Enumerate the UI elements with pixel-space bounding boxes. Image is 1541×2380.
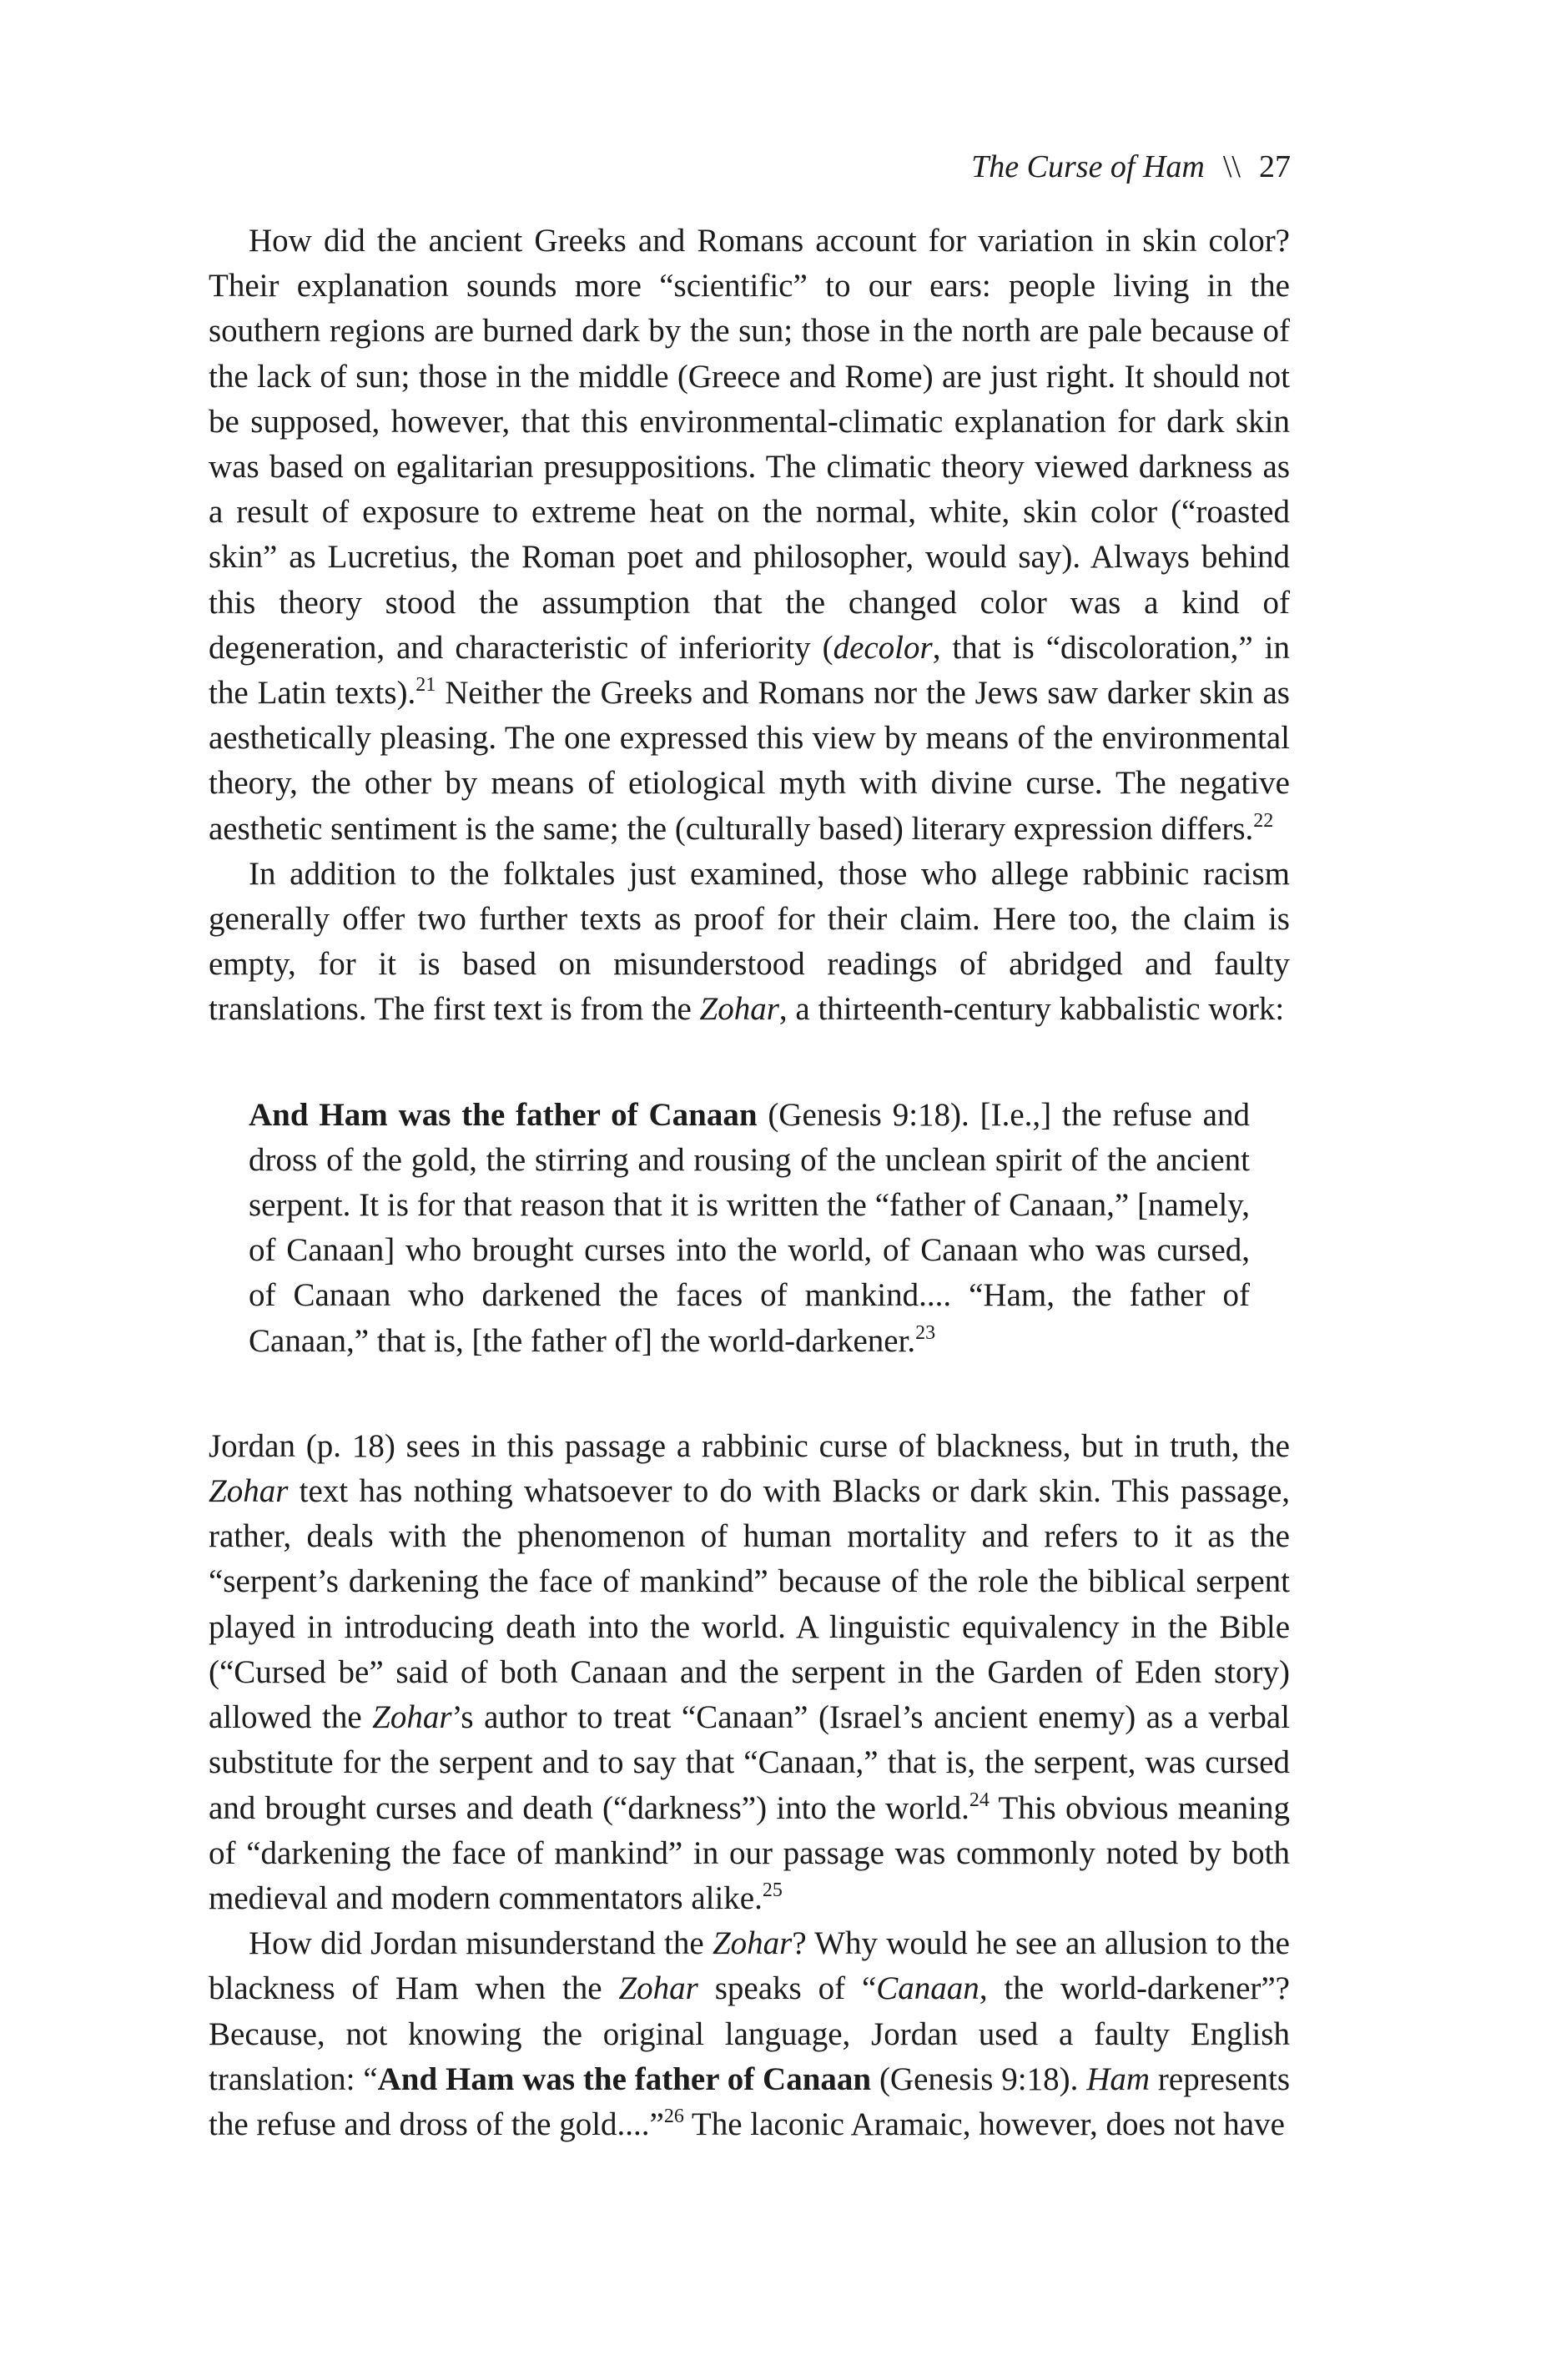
running-head-title: The Curse of Ham <box>971 149 1205 184</box>
footnote-marker: 22 <box>1253 809 1274 832</box>
paragraph-3 <box>209 1424 1290 1921</box>
paragraph-text: text has nothing whatsoever to do with Blacks or dark skin. This passage, rather, deals with the phenomenon of human mortality and refers to it as the “serpent’s darkening the face of mankind” because of the role the biblical serpent played in introducing death into the world. A linguistic equivalency in the Bible (“Cursed be” said of both Canaan and the serpent in the Garden of Eden story) allowed the <box>209 1473 1290 1736</box>
italic-term: Ham <box>1086 2060 1151 2097</box>
paragraph-text: (Genesis 9:18). <box>871 2060 1087 2097</box>
paragraph-text: , that is “discoloration,” in the Latin texts). <box>209 629 1291 712</box>
paragraph-4 <box>209 1921 1290 2147</box>
paragraph-text: , the world-darkener”? Because, not knowing the original language, Jordan used a faulty English translation: “ <box>209 1970 1290 2097</box>
italic-term: Zohar <box>618 1970 698 2007</box>
running-head <box>209 148 1291 185</box>
bold-lemma: And Ham was the father of Canaan <box>377 2060 872 2097</box>
page-number: 27 <box>1259 149 1291 184</box>
paragraph-text: In addition to the folktales just examined, those who allege rabbinic racism generally offer two further texts as proof for their claim. Here too, the claim is empty, for it is based on misunderstood readings of abridged and faulty translations. The first text is from the <box>209 855 1290 1028</box>
footnote-marker: 23 <box>915 1321 936 1344</box>
paragraph-text: , a thirteenth-century kabbalistic work: <box>778 991 1285 1028</box>
footnote-marker: 26 <box>663 2105 684 2127</box>
running-head-separator: \\ <box>1222 149 1241 184</box>
paragraph-text: Jordan (p. 18) sees in this passage a rabbinic curse of blackness, but in truth, the <box>209 1427 1290 1464</box>
italic-term: Zohar <box>209 1473 289 1510</box>
quote-lemma: And Ham was the father of Canaan <box>249 1096 758 1133</box>
paragraph-text: This obvious meaning of “darkening the face of mankind” in our passage was commonly noted by both medieval and modern commentators alike. <box>209 1789 1290 1916</box>
paragraph-text: represents the refuse and dross of the gold....” <box>209 2060 1290 2142</box>
paragraph-1 <box>209 219 1290 852</box>
paragraph-text: Neither the Greeks and Romans nor the Jews saw darker skin as aesthetically pleasing. The one expressed this view by means of the environmental theory, the other by means of etiological myth with divine curse. The negative aesthetic sentiment is the same; the (culturally based) literary expression differs. <box>209 675 1290 847</box>
italic-term: Zohar <box>372 1699 452 1736</box>
footnote-marker: 24 <box>969 1789 990 1811</box>
footnote-marker: 25 <box>762 1879 783 1901</box>
italic-term: Zohar <box>712 1925 793 1962</box>
paragraph-text: ? Why would he see an allusion to the blackness of Ham when the <box>209 1925 1290 2007</box>
paragraph-text: speaks of “ <box>697 1970 877 2007</box>
paragraph-text: How did the ancient Greeks and Romans account for variation in skin color? Their explanation sounds more “scientific” to our ears: people living in the southern regions are burned dark by the sun; those in the north are pale because of the lack of sun; those in the middle (Greece and Rome) are just right. It should not be supposed, however, that this environmental-climatic explanation for dark skin was based on egalitarian presuppositions. The climatic theory viewed darkness as a result of exposure to extreme heat on the normal, white, skin color (“roasted skin” as Lucretius, the Roman poet and philosopher, would say). Always behind this theory stood the assumption that the changed color was a kind of degeneration, and characteristic of inferiority ( <box>209 223 1290 666</box>
footnote-marker: 21 <box>415 674 436 697</box>
quote-text: (Genesis 9:18). [I.e.,] the refuse and dross of the gold, the stirring and rousing of the unclean spirit of the ancient serpent. It is for that reason that it is written the “father of Canaan,” [namely, of Canaan] who brought curses into the world, of Canaan who was cursed, of Canaan who darkened the faces of mankind.... “Ham, the father of Canaan,” that is, [the father of] the world-darkener. <box>249 1096 1250 1359</box>
paragraph-text: How did Jordan misunderstand the <box>249 1925 713 1962</box>
italic-term: Canaan <box>876 1970 979 2007</box>
block-quote <box>209 1093 1290 1364</box>
paragraph-text: ’s author to treat “Canaan” (Israel’s ancient enemy) as a verbal substitute for the serpent and to say that “Canaan,” that is, the serpent, was cursed and brought curses and death (“darkness”) into the world. <box>209 1699 1290 1826</box>
italic-term: decolor <box>833 629 933 666</box>
paragraph-2 <box>209 852 1290 1033</box>
italic-term: Zohar <box>699 991 779 1028</box>
body-text <box>209 219 1290 2147</box>
paragraph-text: The laconic Aramaic, however, does not have <box>683 2106 1285 2142</box>
